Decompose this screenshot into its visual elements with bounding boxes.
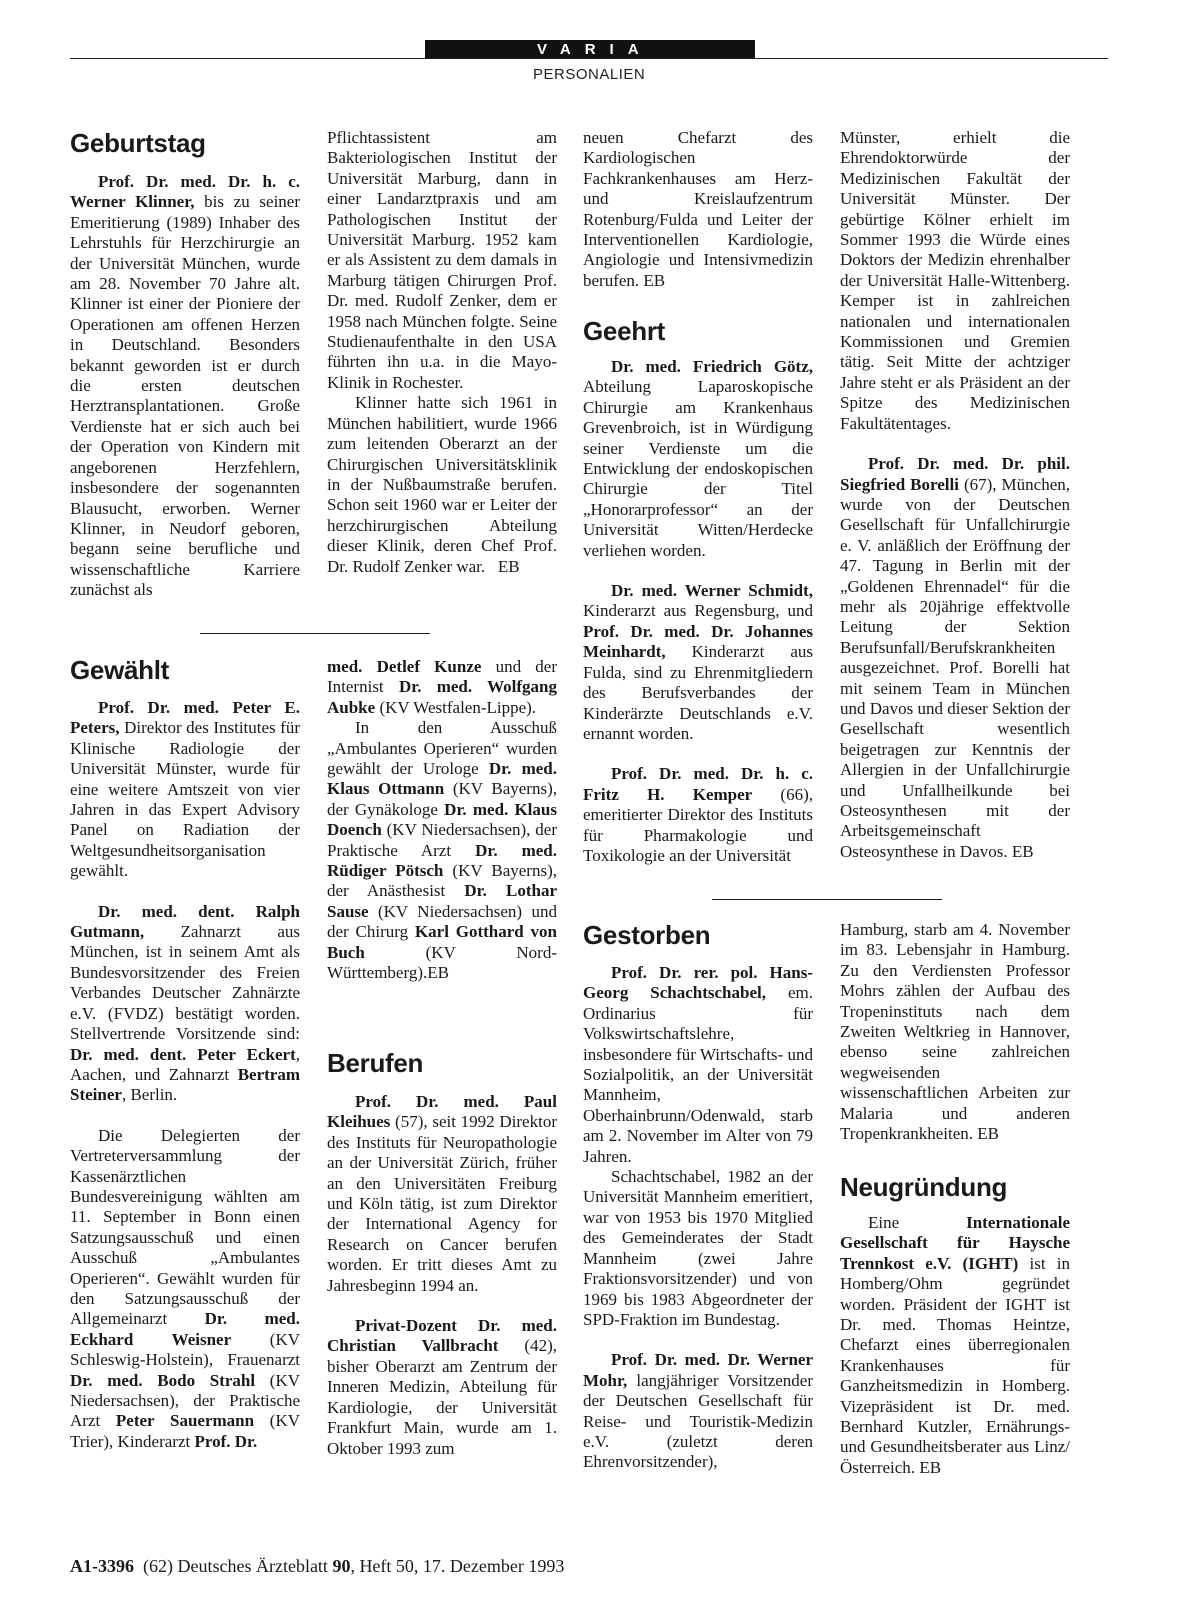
geehrt-p2 [583,581,813,744]
gestorben-p2: Schachtschabel, 1982 an der Universität Mannheim emeritiert, war von 1953 bis 1970 Mitglied des Gemeinderates der Stadt Mannheim (zwei Jahre Fraktionsvorsitzender) und von 1969 bis 1983 Abgeordneter der SPD-Fraktion im Bundestag. [583,1167,813,1329]
heading-berufen: Berufen [327,1048,424,1078]
name-goetz: Dr. med. Friedrich Götz, [611,357,813,376]
name: med. Detlef Kunze [327,657,482,676]
text: (KV Niedersachsen), der Praktische Arzt [327,820,557,860]
heading-geehrt: Geehrt [583,316,666,346]
signature: EB [919,1457,942,1477]
name-kleihues: Prof. Dr. med. Paul Kleihues [327,1092,557,1132]
divider [712,899,942,900]
geehrt-p4 [840,454,1070,862]
gewaehlt-p2 [70,902,300,1106]
text: langjähriger Vorsitzender der Deutschen Gesellschaft für Reise- und Touristik-Medizin e.V. (zuletzt deren Ehrenvorsitzender), [583,1370,813,1472]
name-kemper: Prof. Dr. med. Dr. h. c. Fritz H. Kemper [583,764,813,804]
text: (67), München, wurde von der Deutschen Gesellschaft für Unfallchirurgie e. V. anläßlich der Eröffnung der 47. Tagung in Berlin mit der „Goldenen Ehrennadel“ für die mehr als 20jährige effektvolle Leitung der Sektion Berufsunfall/Berufskrankheiten ausgezeichnet. Prof. Borelli hat mit seinem Team in München und Davos und dieser Sektion der Gesellschaft wesentlich beigetragen zur Kenntnis der Allergien in der Unfallchirurgie und Unfallheilkunde bei Osteosynthesen mit der Arbeitsgemeinschaft Osteosynthese in Davos. [840,474,1070,861]
berufen-col2 [327,1092,557,1459]
text: (KV Nord-Württemberg). [327,942,557,983]
volume: 90 [332,1556,351,1576]
geburtstag-p1-cont: Pflichtassistent am Bakteriologischen Institut der Universität Marburg, dann in einer Landarztpraxis und am Pathologischen Institut der Universität Marburg. 1952 kam er als Assistent zu dem damals in Marburg tätigen Chirurgen Prof. Dr. med. Rudolf Zenker, dem er 1958 nach München folgte. Seine Studienaufenthalte in den USA führten ihn u.a. in die Mayo-Klinik in Rochester. [327,128,557,392]
geehrt-col3 [583,357,813,866]
divider [200,633,430,634]
text: (KV Niedersachsen) und der Chirurg [327,901,557,942]
text: Eine [868,1213,967,1232]
text: Zahnarzt aus München, ist in seinem Amt als Bundesvorsitzender des Freien Verbandes Deutscher Zahnärzte e.V. (FVDZ) bestätigt worden. Stellvertrende Vorsitzende sind: [70,922,300,1044]
gestorben-p3-cont [840,920,1070,1144]
gewaehlt-col1 [70,698,300,1452]
name-mohr: Prof. Dr. med. Dr. Werner Mohr, [583,1350,813,1390]
text: (42), bisher Oberarzt am Zentrum der Inneren Medizin, Abteilung für Kardiologie, der Universität Frankfurt Main, wurde am 1. Oktober 1993 zum [327,1336,557,1458]
berufen-col3 [583,128,813,291]
name: Peter Sauermann [115,1411,255,1431]
signature: EB [977,1124,999,1144]
text: neuen Chefarzt des Kardiologischen Fachkrankenhauses am Herz- und Kreislaufzentrum Rotenburg/Fulda und Leiter der Interventionellen Kardiologie, Angiologie und Intensivmedizin berufen. [583,128,813,290]
geehrt-p3 [583,764,813,866]
text: (KV Bayerns), der Gynäkologe [327,779,557,819]
name-vallbracht: Privat-Dozent Dr. med. Christian Vallbracht [327,1316,557,1356]
text: Hamburg, starb am 4. November im 83. Lebensjahr in Hamburg. Zu den Verdiensten Professor Mohrs zählen der Aufbau des Tropeninstituts nach dem Zweiten Weltkrieg in Hannover, ebenso seine zahlreichen wegweisenden wissenschaftlichen Arbeiten zur Malaria und anderen Tropenkrankheiten. [840,920,1070,1144]
geehrt-p1 [583,357,813,561]
name: Prof. Dr. [194,1431,258,1451]
gewaehlt-col2 [327,657,557,984]
page-footer [70,1556,564,1577]
sign [485,557,519,576]
header-rule [70,58,1108,59]
gewaehlt-p3 [70,1126,300,1453]
geburtstag-p1 [70,172,300,601]
text: (KV Schleswig-Holstein), Frauenarzt [70,1329,301,1370]
text: (KV Trier), Kinderarzt [70,1411,300,1451]
text: Direktor des Institutes für Klinische Radiologie der Universität Münster, wurde für eine weitere Amtszeit von vier Jahren in das Expert Advisory Panel on Radiation der Weltgesundheitsorganisation gewählt. [70,718,300,881]
name: Karl Gotthard von Buch [327,922,557,962]
text: Klinner hatte sich 1961 in München habilitiert, wurde 1966 zum leitenden Oberarzt an der Chirurgischen Universitätsklinik in der Nußbaumstraße berufen. Schon seit 1960 war er Leiter der herzchirurgischen Abteilung dieser Klinik, deren Chef Prof. Dr. Rudolf Zenker war. [327,393,557,576]
name: Dr. med. Bodo Strahl [70,1370,256,1390]
berufen-p2 [327,1316,557,1459]
heading-gestorben: Gestorben [583,920,711,950]
text: , Aachen, und Zahnarzt [70,1044,300,1084]
gestorben-col3 [583,963,813,1473]
geehrt-p3-cont: Münster, erhielt die Ehrendoktorwürde der Medizinischen Fakultät der Universität Münster. Der gebürtige Kölner erhielt im Sommer 1993 die Würde eines Doktors der Medizin ehrenhalber der Universität Halle-Wittenberg. Kemper ist in zahlreichen nationalen und internationalen Kommissionen und Gremien tätig. Seit Mitte der achtziger Jahre steht er als Präsident an der Spitze des Medizinischen Fakultätentages. [840,128,1070,433]
geburtstag-col1 [70,172,300,601]
name-gutmann: Dr. med. dent. Ralph Gutmann, [70,901,300,942]
text: em. Ordinarius für Volkswirtschaftslehre, insbesondere für Wirtschafts- und Sozialpolitik, an der Universität Mannheim, Oberhainbrunn/Odenwald, starb am 2. November im Alter von 79 Jahren. [583,983,813,1166]
neugruendung-p1 [840,1213,1070,1478]
name-schmidt: Dr. med. Werner Schmidt, [611,581,813,601]
text: ist in Homberg/Ohm gegründet worden. Präsident der IGHT ist Dr. med. Thomas Heintze, Chefarzt eines überregionalen Krankenhauses für Ganzheitsmedizin in Homberg. Vizepräsident ist Dr. med. Bernhard Kutzler, Ernährungs- und Gesundheitsberater aus Linz/Österreich. [840,1253,1070,1477]
text: (KV Westfalen-Lippe). [375,697,537,717]
heading-gewaehlt: Gewählt [70,655,170,685]
name: Dr. Lothar Sause [327,881,557,921]
heading-geburtstag: Geburtstag [70,128,206,158]
text: Kinderarzt aus Fulda, sind zu Ehrenmitgliedern des Berufsverbandes der Kinderärzte Deutschlands e.V. ernannt worden. [583,642,813,743]
text: In den Ausschuß „Ambulantes Operieren“ wurden gewählt der Urologe [327,718,557,779]
geehrt-col4 [840,128,1070,862]
name-borelli: Prof. Dr. med. Dr. phil. Siegfried Borelli [840,454,1070,494]
name: Dr. med. Klaus Doench [327,799,557,840]
gewaehlt-p1 [70,698,300,882]
text: Abteilung Laparoskopische Chirurgie am Krankenhaus Grevenbroich, ist in Würdigung seiner Verdienste um die Entwicklung der endoskopischen Chirurgie der Titel „Honorarprofessor“ an der Universität Witten/Herdecke verliehen worden. [583,377,813,560]
text: (KV Niedersachsen), der Praktische Arzt [70,1370,301,1431]
name-eckert: Dr. med. dent. Peter Eckert [70,1044,296,1064]
neugruendung-col4 [840,1213,1070,1478]
geburtstag-col2 [327,128,557,577]
subsection-label: PERSONALIEN [533,66,646,83]
gewaehlt-p3-cont [327,657,557,718]
text: (57), seit 1992 Direktor des Instituts für Neuropathologie an der Universität Zürich, früher an den Universitäten Freiburg und Köln tätig, ist zum Direktor der International Agency for Research on Cancer berufen worden. Er tritt dieses Amt zu Jahresbeginn 1994 an. [327,1112,557,1295]
signature: EB [643,270,666,290]
gestorben-p1 [583,963,813,1167]
gestorben-p3 [583,1350,813,1472]
name: Dr. med. Rüdiger Pötsch [327,840,557,881]
signature: EB [427,963,449,983]
name: Dr. med. Wolfgang Aubke [327,677,557,717]
name: Dr. med. Klaus Ottmann [327,759,557,799]
text: , Berlin. [121,1085,178,1105]
name-meinhardt: Prof. Dr. med. Dr. Johannes Meinhardt, [583,621,813,662]
text: (KV Bayerns), der Anästhesist [327,861,557,901]
name: Dr. med. Eckhard Weisner [70,1309,300,1349]
section-banner: VARIA [425,40,755,59]
page-code: A1-3396 [70,1556,134,1576]
gewaehlt-p4 [327,718,557,983]
text: Kinderarzt aus Regensburg, und [583,601,813,621]
name-schachtschabel: Prof. Dr. rer. pol. Hans-Georg Schachtschabel, [583,963,813,1003]
name-ight: Internationale Gesellschaft für Haysche Trennkost e.V. (IGHT) [840,1213,1070,1273]
journal-name: (62) Deutsches Ärzteblatt [143,1556,333,1576]
signature: EB [1011,841,1034,861]
name-steiner: Bertram Steiner [70,1064,300,1105]
berufen-p2-cont [583,128,813,291]
text: (66), emeritierter Direktor des Instituts für Pharmakologie und Toxikologie an der Universität [583,784,813,865]
gestorben-col4 [840,920,1070,1144]
text: Die Delegierten der Vertreterversammlung der Kassenärztlichen Bundesvereinigung wählten am 11. September in Bonn einen Satzungsausschuß und einen Ausschuß „Ambulantes Operieren“. Gewählt wurden für den Satzungsausschuß der Allgemeinarzt [70,1125,300,1329]
issue-date: , Heft 50, 17. Dezember 1993 [350,1556,565,1576]
name-klinner: Prof. Dr. med. Dr. h. c. Werner Klinner, [70,172,300,212]
signature: EB [497,556,520,576]
text: und der Internist [327,657,557,697]
geburtstag-p2 [327,393,557,577]
berufen-p1 [327,1092,557,1296]
heading-neugruendung: Neugründung [840,1172,1008,1202]
name-peters: Prof. Dr. med. Peter E. Peters, [70,698,300,738]
text: bis zu seiner Emeritierung (1989) Inhaber des Lehrstuhls für Herzchirurgie an der Universität München, wurde am 28. November 70 Jahre alt. Klinner ist einer der Pioniere der Operationen am offenen Herzen in Deutschland. Besonders bekannt geworden ist er durch die ersten deutschen Herztransplantationen. Große Verdienste hat er sich auch bei der Operation von Kindern mit angeborenen Herzfehlern, insbesondere der sogenannten Blausucht, erworben. Werner Klinner, in Neudorf geboren, begann seine berufliche und wissenschaftliche Karriere zunächst als [70,192,301,600]
